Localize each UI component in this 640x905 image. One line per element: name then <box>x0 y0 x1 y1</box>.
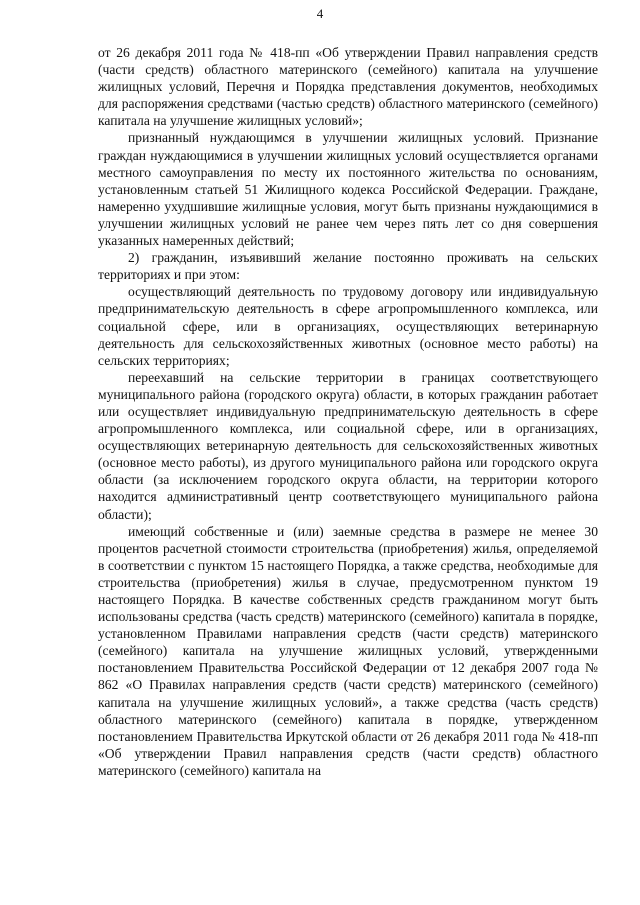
paragraph: 2) гражданин, изъявивший желание постоянно проживать на сельских территориях и при этом: <box>98 250 598 283</box>
paragraph: имеющий собственные и (или) заемные средства в размере не менее 30 процентов расчетной стоимости строительства (приобретения) жилья, определяемой в соответствии с пунктом 15 настоящего Порядка, а также средства, необходимые для строительства (приобретения) жилья в случае, предусмотренном пунктом 19 настоящего Порядка. В качестве собственных средств гражданином могут быть использованы средства (часть средств) материнского (семейного) капитала в порядке, установленном Правилами направления средств (части средств) материнского (семейного) капитала на улучшение жилищных условий, утвержденными постановлением Правительства Российской Федерации от 12 декабря 2007 года № 862 «О Правилах направления средств (части средств) материнского (семейного) капитала на улучшение жилищных условий», а также средства (часть средств) областного материнского (семейного) капитала в порядке, утвержденном постановлением Правительства Иркутской области от 26 декабря 2011 года № 418-пп «Об утверждении Правил направления средств (части средств) областного материнского (семейного) капитала на <box>98 523 598 778</box>
document-body <box>98 44 598 779</box>
paragraph: переехавший на сельские территории в границах соответствующего муниципального района (городского округа) области, в которых гражданин работает или осуществляет индивидуальную предпринимательскую деятельность в сфере агропромышленного комплекса, или социальной сфере, или в организациях, осуществляющих ветеринарную деятельность для сельскохозяйственных животных (основное место работы), из другого муниципального района или городского округа области (за исключением городского округа области, на территории которого находится административный центр соответствующего муниципального района области); <box>98 369 598 522</box>
paragraph: от 26 декабря 2011 года № 418-пп «Об утверждении Правил направления средств (части средств) областного материнского (семейного) капитала на улучшение жилищных условий, Перечня и Порядка представления документов, необходимых для распоряжения средствами (частью средств) областного материнского (семейного) капитала на улучшение жилищных условий»; <box>98 45 598 129</box>
page-number: 4 <box>316 6 324 21</box>
paragraph: признанный нуждающимся в улучшении жилищных условий. Признание граждан нуждающимися в улучшении жилищных условий осуществляется органами местного самоуправления по месту их постоянного жительства по основаниям, установленным статьей 51 Жилищного кодекса Российской Федерации. Граждане, намеренно ухудшившие жилищные условия, могут быть признаны нуждающимися в улучшении жилищных условий не ранее чем через пять лет со дня совершения указанных намеренных действий; <box>98 130 598 249</box>
paragraph: осуществляющий деятельность по трудовому договору или индивидуальную предпринимательскую деятельность в сфере агропромышленного комплекса, или социальной сфере, или в организациях, осуществляющих ветеринарную деятельность для сельскохозяйственных животных (основное место работы) на сельских территориях; <box>98 284 598 368</box>
